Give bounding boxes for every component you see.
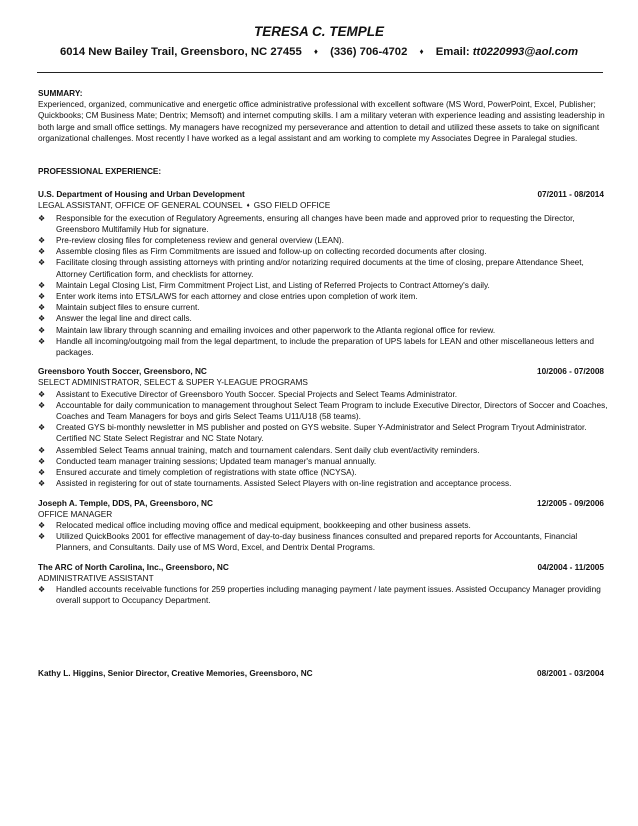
job-title-office: GSO FIELD OFFICE xyxy=(253,201,331,211)
duty-text: Answer the legal line and direct calls. xyxy=(56,314,192,324)
employer: Greensboro Youth Soccer, Greensboro, NC xyxy=(38,367,207,377)
duty-text: Handle all incoming/outgoing mail from the legal department, to include the preparation of UPS labels for LEAN and other miscellaneous letters and packages. xyxy=(56,336,594,358)
duty-text: Created GYS bi-monthly newsletter in MS publisher and posted on GYS website. Super Y-Administrator and Select Program Tryout Administrator. Certified NC State Select Registrar and NC State Notary. xyxy=(56,423,587,444)
diamond-bullet-icon: ❖ xyxy=(38,303,46,313)
duty-text: Assisted in registering for out of state tournaments. Assisted Select Players with on-line registration and acceptance process. xyxy=(56,479,512,489)
diamond-bullet-icon: ❖ xyxy=(38,247,46,257)
diamond-bullet-icon: ❖ xyxy=(38,325,46,335)
duty-item xyxy=(38,584,608,606)
duty-text: Pre-review closing files for completeness review and general overview (LEAN). xyxy=(56,236,344,246)
employer: Joseph A. Temple, DDS, PA, Greensboro, NC xyxy=(38,498,213,508)
duty-item xyxy=(38,467,608,478)
duty-item xyxy=(38,400,608,422)
resume-body xyxy=(38,88,608,680)
duty-list xyxy=(38,584,608,606)
diamond-bullet-icon: ❖ xyxy=(38,423,46,433)
job-list xyxy=(38,189,608,606)
duty-text: Conducted team manager training sessions; Updated team manager's manual annually. xyxy=(56,456,377,466)
duty-item xyxy=(38,325,608,336)
duty-text: Facilitate closing through assisting attorneys with printing and/or notarizing required documents at the time of closing, prepare Attendance Sheet, Attorney Certification form, and checklists for attorney. xyxy=(56,258,584,279)
diamond-separator-icon: ♦ xyxy=(246,203,250,210)
diamond-bullet-icon: ❖ xyxy=(38,445,46,455)
job-dates: 08/2001 - 03/2004 xyxy=(537,669,604,679)
duty-list xyxy=(38,520,608,554)
job-entry xyxy=(38,498,608,554)
summary-heading: SUMMARY: xyxy=(38,89,83,98)
duty-item xyxy=(38,389,608,400)
duty-item xyxy=(38,478,608,489)
duty-text: Accountable for daily communication to management throughout Select Team Program to include Executive Director, Directors of Soccer and Coaches, Coaches and Team Managers for boys and girls Select Teams U11/U18 (58 teams). xyxy=(56,400,608,422)
diamond-bullet-icon: ❖ xyxy=(38,314,46,324)
diamond-bullet-icon: ❖ xyxy=(38,584,46,594)
diamond-bullet-icon: ❖ xyxy=(38,456,46,466)
duty-list xyxy=(38,389,608,490)
job-title xyxy=(38,509,608,520)
job-title-text: ADMINISTRATIVE ASSISTANT xyxy=(38,573,154,583)
duty-text: Maintain Legal Closing List, Firm Commitment Project List, and Listing of Referred Projects to Contract Attorney's daily. xyxy=(56,280,490,290)
job-header xyxy=(38,366,608,377)
duty-item xyxy=(38,531,608,553)
duty-text: Maintain law library through scanning and emailing invoices and other paperwork to the Atlanta regional office for review. xyxy=(56,325,496,335)
diamond-bullet-icon: ❖ xyxy=(38,336,46,346)
job-entry xyxy=(38,562,608,607)
duty-item xyxy=(38,257,608,279)
job-header xyxy=(38,498,608,509)
candidate-name: TERESA C. TEMPLE xyxy=(253,24,384,39)
duty-item xyxy=(38,422,608,444)
diamond-bullet-icon: ❖ xyxy=(38,468,46,478)
duty-item xyxy=(38,313,608,324)
duty-item xyxy=(38,213,608,235)
diamond-bullet-icon: ❖ xyxy=(38,532,46,542)
duty-item xyxy=(38,302,608,313)
diamond-bullet-icon: ❖ xyxy=(38,389,46,399)
job-header xyxy=(38,668,608,679)
diamond-bullet-icon: ❖ xyxy=(38,292,46,302)
duty-text: Relocated medical office including moving office and medical equipment, bookkeeping and other business assets. xyxy=(56,520,471,530)
diamond-separator-icon: ♦ xyxy=(419,47,424,56)
duty-text: Assistant to Executive Director of Greensboro Youth Soccer. Special Projects and Select Teams Administrator. xyxy=(56,389,458,399)
diamond-bullet-icon: ❖ xyxy=(38,258,46,268)
duty-item xyxy=(38,246,608,257)
job-title-text: SELECT ADMINISTRATOR, SELECT & SUPER Y-LEAGUE PROGRAMS xyxy=(38,378,308,388)
summary-text: Experienced, organized, communicative and energetic office administrative professional with excellent software (MS Word, PowerPoint, Excel, Publisher; Quickbooks; CM Business Mate; Dentrix; Memsoft) and internet computing skills. I am a military veteran with experience leading and assisting leadership in both large and small office settings. My managers have recognized my perseverance and attention to detail and utilized these assets to take on significant organizational challenges. Most recently I have worked as a legal assistant and am working to complete my Associates Degree in Paralegal studies. xyxy=(38,100,605,143)
job-dates: 10/2006 - 07/2008 xyxy=(537,367,604,377)
job-title-text: LEGAL ASSISTANT, OFFICE OF GENERAL COUNSEL xyxy=(38,201,243,211)
job-title xyxy=(38,573,608,584)
duty-text: Handled accounts receivable functions for 259 properties including managing payment / late payment issues. Assisted Occupancy Manager providing overall support to Occupancy Department. xyxy=(56,584,601,606)
header-divider xyxy=(37,72,603,73)
job-entry xyxy=(38,366,608,489)
job-entry xyxy=(38,189,608,358)
duty-list xyxy=(38,213,608,359)
diamond-bullet-icon: ❖ xyxy=(38,520,46,530)
address: 6014 New Bailey Trail, Greensboro, NC 27455 xyxy=(59,46,302,58)
duty-item xyxy=(38,456,608,467)
job-dates: 07/2011 - 08/2014 xyxy=(537,190,604,200)
diamond-bullet-icon: ❖ xyxy=(38,213,46,223)
phone: (336) 706-4702 xyxy=(330,46,408,58)
duty-item xyxy=(38,520,608,531)
duty-item xyxy=(38,336,608,358)
duty-text: Maintain subject files to ensure current. xyxy=(56,303,200,313)
job-header xyxy=(38,562,608,573)
diamond-separator-icon: ♦ xyxy=(313,47,318,56)
job-title-text: OFFICE MANAGER xyxy=(38,509,113,519)
diamond-bullet-icon: ❖ xyxy=(38,280,46,290)
job-dates: 12/2005 - 09/2006 xyxy=(537,498,604,508)
contact-line xyxy=(0,46,638,58)
employer: U.S. Department of Housing and Urban Development xyxy=(38,190,245,200)
duty-text: Assembled Select Teams annual training, match and tournament calendars. Sent daily club event/activity reminders. xyxy=(56,445,480,455)
duty-text: Responsible for the execution of Regulatory Agreements, ensuring all changes have been made and approved prior to requesting the Director, Greensboro Multifamily Hub for signature. xyxy=(56,213,575,234)
experience-heading: PROFESSIONAL EXPERIENCE: xyxy=(38,167,162,177)
email-label: Email: xyxy=(435,46,470,58)
duty-item xyxy=(38,280,608,291)
diamond-bullet-icon: ❖ xyxy=(38,236,46,246)
duty-item xyxy=(38,235,608,246)
email-address: tt0220993@aol.com xyxy=(472,46,579,58)
duty-text: Enter work items into ETS/LAWS for each attorney and close entries upon completion of work item. xyxy=(56,292,418,302)
employer: The ARC of North Carolina, Inc., Greensboro, NC xyxy=(38,562,229,572)
job-title xyxy=(38,200,608,212)
job-dates: 04/2004 - 11/2005 xyxy=(537,562,604,572)
job-header xyxy=(38,189,608,200)
duty-item xyxy=(38,445,608,456)
diamond-bullet-icon: ❖ xyxy=(38,400,46,410)
employer: Kathy L. Higgins, Senior Director, Creative Memories, Greensboro, NC xyxy=(38,669,313,679)
duty-text: Assemble closing files as Firm Commitments are issued and follow-up on collecting recorded documents after closing. xyxy=(56,247,487,257)
job-title xyxy=(38,377,608,388)
duty-item xyxy=(38,291,608,302)
duty-text: Ensured accurate and timely completion of registrations with state office (NCYSA). xyxy=(56,468,357,478)
diamond-bullet-icon: ❖ xyxy=(38,479,46,489)
duty-text: Utilized QuickBooks 2001 for effective management of day-to-day business finances consulted and prepared reports for Accountants, Financial Planners, and Consultants. Daily use of MS Word, Excel, and Dentrix Dental Programs. xyxy=(56,532,578,553)
